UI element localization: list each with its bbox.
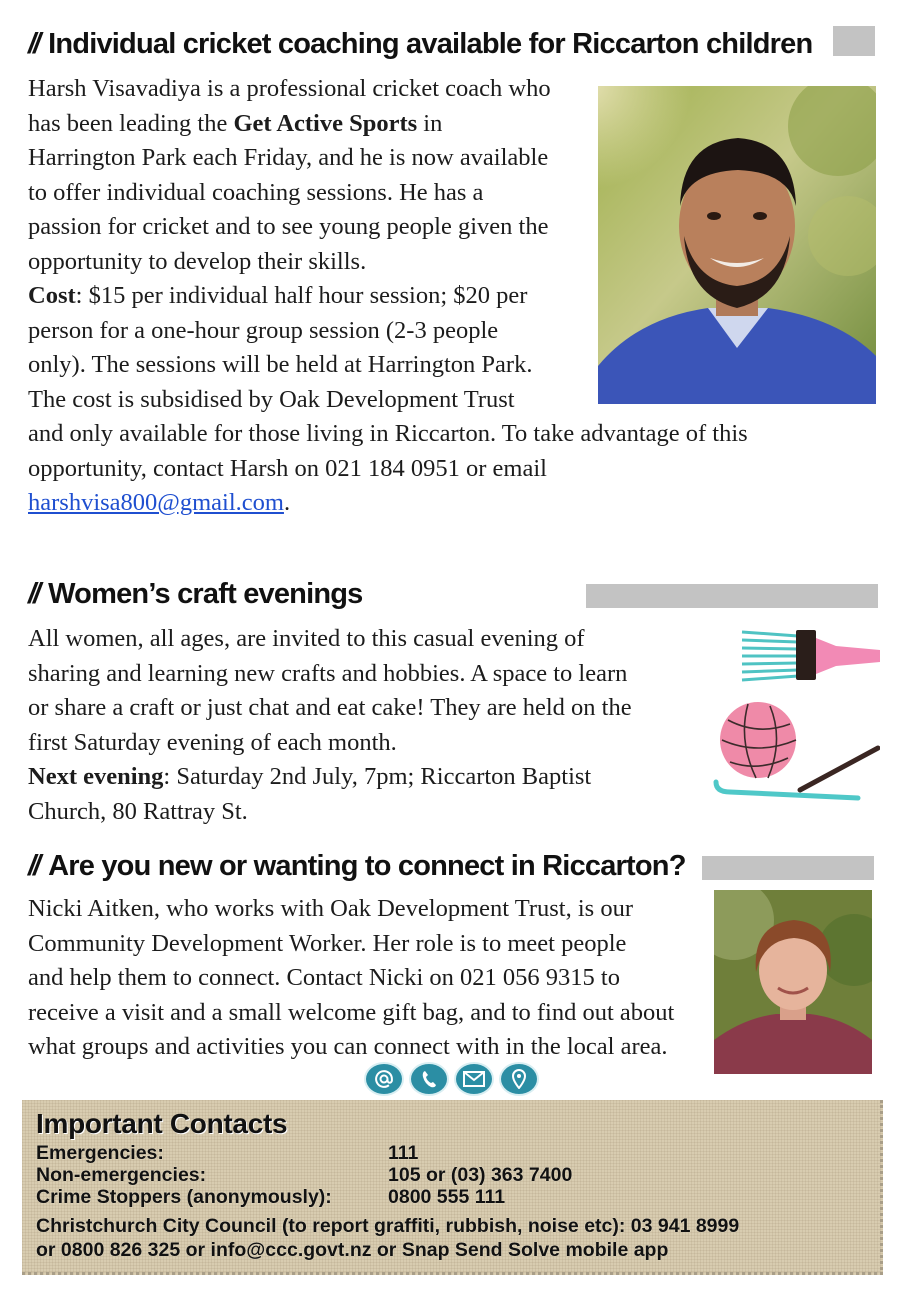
yarn-ball-icon — [708, 700, 880, 809]
text-line: receive a visit and a small welcome gift bag, and to find out about — [28, 998, 675, 1026]
craft-title: Women’s craft evenings — [48, 578, 363, 610]
text-line: sharing and learning new crafts and hobbies. A space to learn — [28, 659, 628, 687]
text-line: Nicki Aitken, who works with Oak Development Trust, is our — [28, 895, 633, 922]
heading-slashes: // — [28, 28, 39, 60]
cricket-heading — [28, 30, 812, 59]
location-pin-icon — [499, 1062, 539, 1096]
envelope-icon — [454, 1062, 494, 1096]
text-line: what groups and activities you can connect with in the local area. — [28, 1033, 668, 1060]
cricket-body — [28, 72, 748, 521]
text-line: person for a one-hour group session (2-3 people — [28, 316, 499, 344]
community-worker-photo — [714, 890, 872, 1074]
connect-title: Are you new or wanting to connect in Riccarton? — [48, 850, 686, 882]
text-line: Harrington Park each Friday, and he is now available — [28, 144, 549, 171]
text-line — [28, 760, 632, 795]
cost-label: Cost — [28, 282, 76, 309]
craft-body — [28, 622, 632, 829]
craft-heading — [28, 580, 363, 609]
connect-heading — [28, 852, 686, 881]
next-evening-label: Next evening — [28, 763, 164, 790]
contact-label-emergencies: Emergencies: — [36, 1142, 164, 1164]
contacts-title: Important Contacts — [36, 1108, 288, 1139]
text-line: Harsh Visavadiya is a professional cricket coach who — [28, 75, 551, 102]
council-contact-line-2: or 0800 826 325 or info@ccc.govt.nz or Snap Send Solve mobile app — [36, 1239, 669, 1261]
coach-email-link[interactable]: harshvisa800@gmail.com — [28, 489, 284, 516]
text-line: only). The sessions will be held at Harrington Park. — [28, 351, 533, 378]
text-line: passion for cricket and to see young people given the — [28, 213, 549, 240]
text-fragment: in — [417, 109, 443, 137]
text-line: or share a craft or just chat and eat cake! They are held on the — [28, 694, 632, 721]
craft-heading-bar — [586, 584, 878, 608]
phone-icon — [409, 1062, 449, 1096]
text-line: and help them to connect. Contact Nicki on 021 056 9315 to — [28, 964, 620, 991]
connect-body — [28, 892, 674, 1065]
cricket-heading-bar — [833, 26, 875, 56]
connect-heading-bar — [702, 856, 874, 880]
text-line — [28, 486, 748, 521]
contact-value-crime-stoppers: 0800 555 111 — [388, 1186, 506, 1208]
contact-value-emergencies: 111 — [388, 1142, 419, 1164]
heading-slashes: // — [28, 850, 39, 882]
important-contacts-box — [22, 1100, 883, 1275]
text-line: All women, all ages, are invited to this casual evening of — [28, 625, 585, 652]
text-fragment: . — [283, 489, 291, 516]
bold-program-name: Get Active Sports — [233, 109, 418, 137]
text-line — [28, 279, 748, 314]
at-icon — [364, 1062, 404, 1096]
text-fragment: : Saturday 2nd July, 7pm; Riccarton Baptist — [163, 763, 592, 790]
contact-label-crime-stoppers: Crime Stoppers (anonymously): — [36, 1186, 332, 1208]
text-line: to offer individual coaching sessions. He has a — [28, 178, 484, 206]
text-line: first Saturday evening of each month. — [28, 728, 397, 756]
paintbrush-icon — [740, 624, 880, 693]
text-line: Community Development Worker. Her role is to meet people — [28, 929, 627, 957]
text-line — [28, 107, 748, 142]
contact-icons-row — [364, 1062, 539, 1096]
text-fragment: has been leading the — [28, 109, 234, 137]
text-fragment: : $15 per individual half hour session; $20 per — [75, 282, 528, 309]
text-line: opportunity, contact Harsh on 021 184 0951 or email — [28, 454, 547, 482]
cricket-title: Individual cricket coaching available for Riccarton children — [48, 28, 813, 60]
text-line: and only available for those living in Riccarton. To take advantage of this — [28, 420, 748, 447]
contact-value-non-emergencies: 105 or (03) 363 7400 — [388, 1164, 573, 1186]
text-line: The cost is subsidised by Oak Development Trust — [28, 385, 515, 413]
text-line: opportunity to develop their skills. — [28, 247, 367, 275]
contact-label-non-emergencies: Non-emergencies: — [36, 1164, 207, 1186]
council-contact-line-1: Christchurch City Council (to report graffiti, rubbish, noise etc): 03 941 8999 — [36, 1215, 740, 1237]
text-line: Church, 80 Rattray St. — [28, 797, 248, 825]
heading-slashes: // — [28, 578, 39, 610]
